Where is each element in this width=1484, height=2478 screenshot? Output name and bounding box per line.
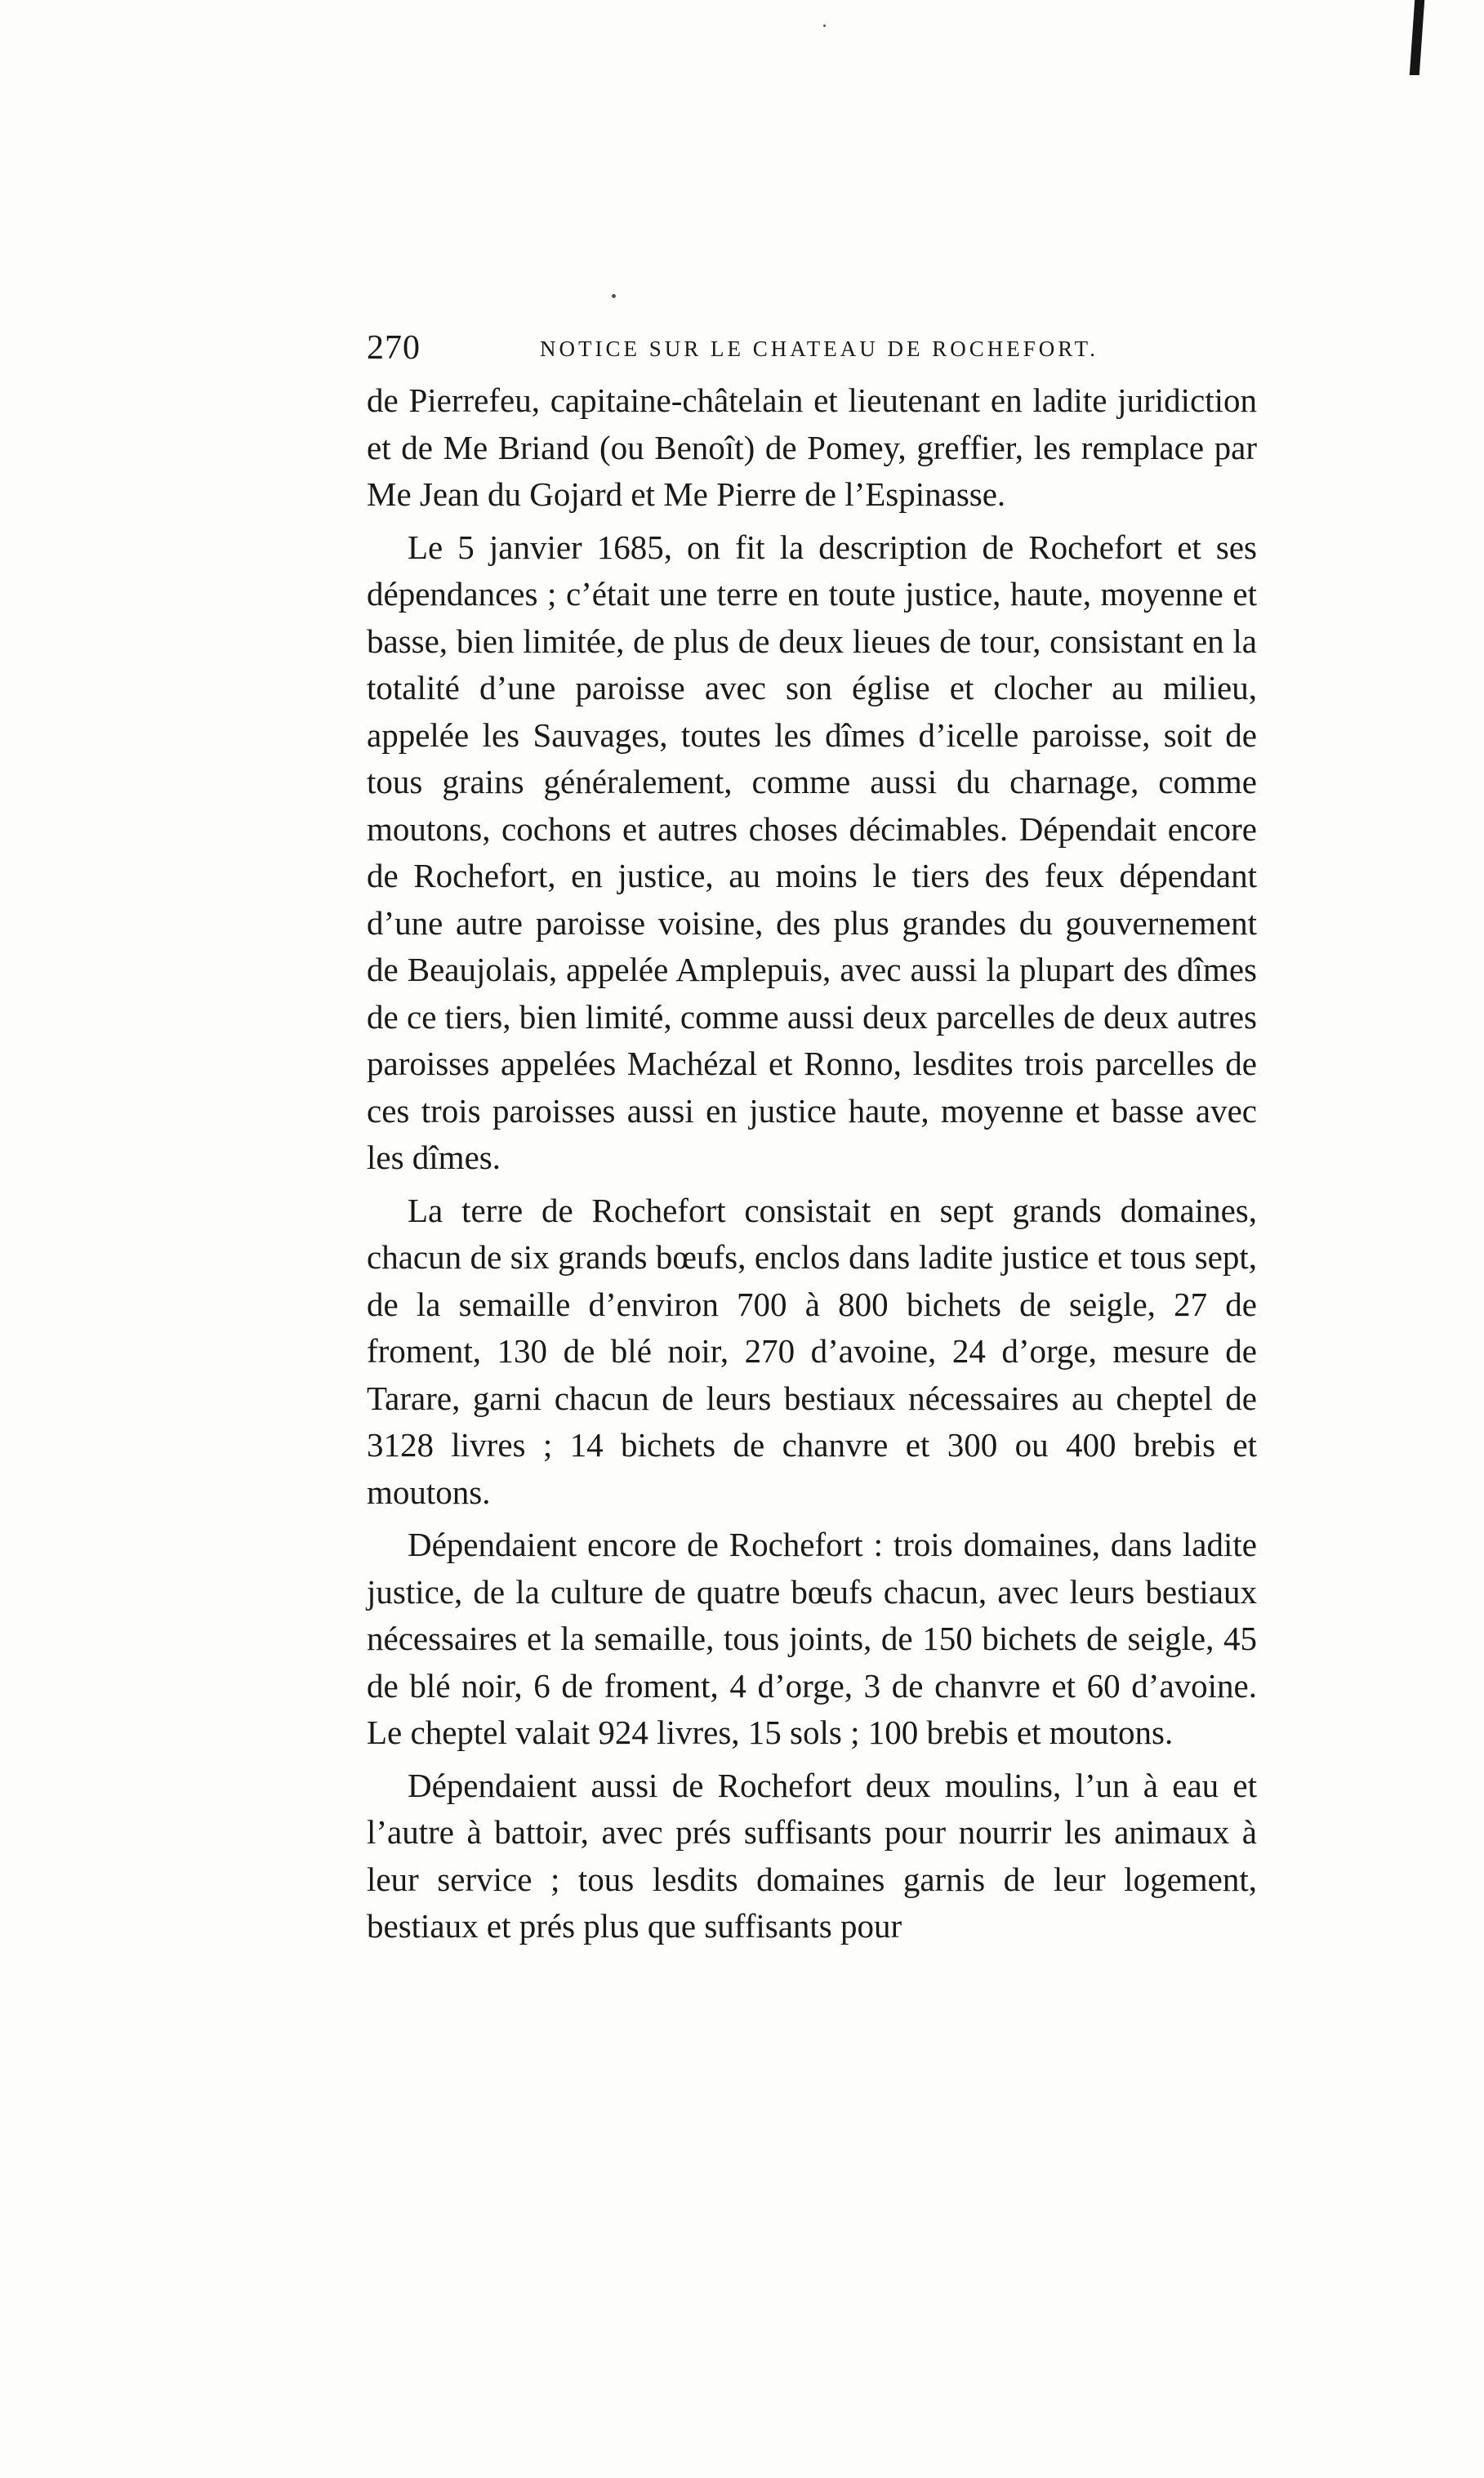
ink-speck: [612, 294, 616, 298]
scan-edge-mark: [1410, 0, 1424, 75]
ink-speck: [823, 25, 826, 27]
paragraph: de Pierrefeu, capitaine-châtelain et lieutenant en ladite juridiction et de Me Briand (ou Benoît) de Pomey, greffier, les remplace par Me Jean du Gojard et Me Pierre de l’Espinasse.: [367, 381, 1257, 513]
paragraph: La terre de Rochefort consistait en sept grands domaines, chacun de six grands bœufs, enclos dans ladite justice et tous sept, de la semaille d’environ 700 à 800 bichets de seigle, 27 de froment, 130 de blé noir, 270 d’avoine, 24 d’orge, mesure de Tarare, garni chacun de leurs bestiaux nécessaires au cheptel de 3128 livres ; 14 bichets de chanvre et 300 ou 400 brebis et moutons.: [367, 1191, 1257, 1511]
body-text: [367, 377, 1257, 1956]
page-number: 270: [367, 329, 421, 367]
page-header: [367, 325, 1257, 374]
paragraph: Dépendaient encore de Rochefort : trois domaines, dans ladite justice, de la culture de quatre bœufs chacun, avec leurs bestiaux nécessaires et la semaille, tous joints, de 150 bichets de seigle, 45 de blé noir, 6 de froment, 4 d’orge, 3 de chanvre et 60 d’avoine. Le cheptel valait 924 livres, 15 sols ; 100 brebis et moutons.: [367, 1526, 1257, 1751]
paragraph: Dépendaient aussi de Rochefort deux moulins, l’un à eau et l’autre à battoir, avec prés suffisants pour nourrir les animaux à leur service ; tous lesdits domaines garnis de leur logement, bestiaux et prés plus que suffisants pour: [367, 1766, 1257, 1945]
paragraph: Le 5 janvier 1685, on fit la description de Rochefort et ses dépendances ; c’était une terre en toute justice, haute, moyenne et basse, bien limitée, de plus de deux lieues de tour, consistant en la totalité d’une paroisse avec son église et clocher au milieu, appelée les Sauvages, toutes les dîmes d’icelle paroisse, soit de tous grains généralement, comme aussi du charnage, comme moutons, cochons et autres choses décimables. Dépendait encore de Rochefort, en justice, au moins le tiers des feux dépendant d’une autre paroisse voisine, des plus grandes du gouvernement de Beaujolais, appelée Amplepuis, avec aussi la plupart des dîmes de ce tiers, bien limité, comme aussi deux parcelles de deux autres paroisses appelées Machézal et Ronno, lesdites trois parcelles de ces trois paroisses aussi en justice haute, moyenne et basse avec les dîmes.: [367, 528, 1257, 1176]
running-title: NOTICE SUR LE CHATEAU DE ROCHEFORT.: [540, 336, 1099, 361]
